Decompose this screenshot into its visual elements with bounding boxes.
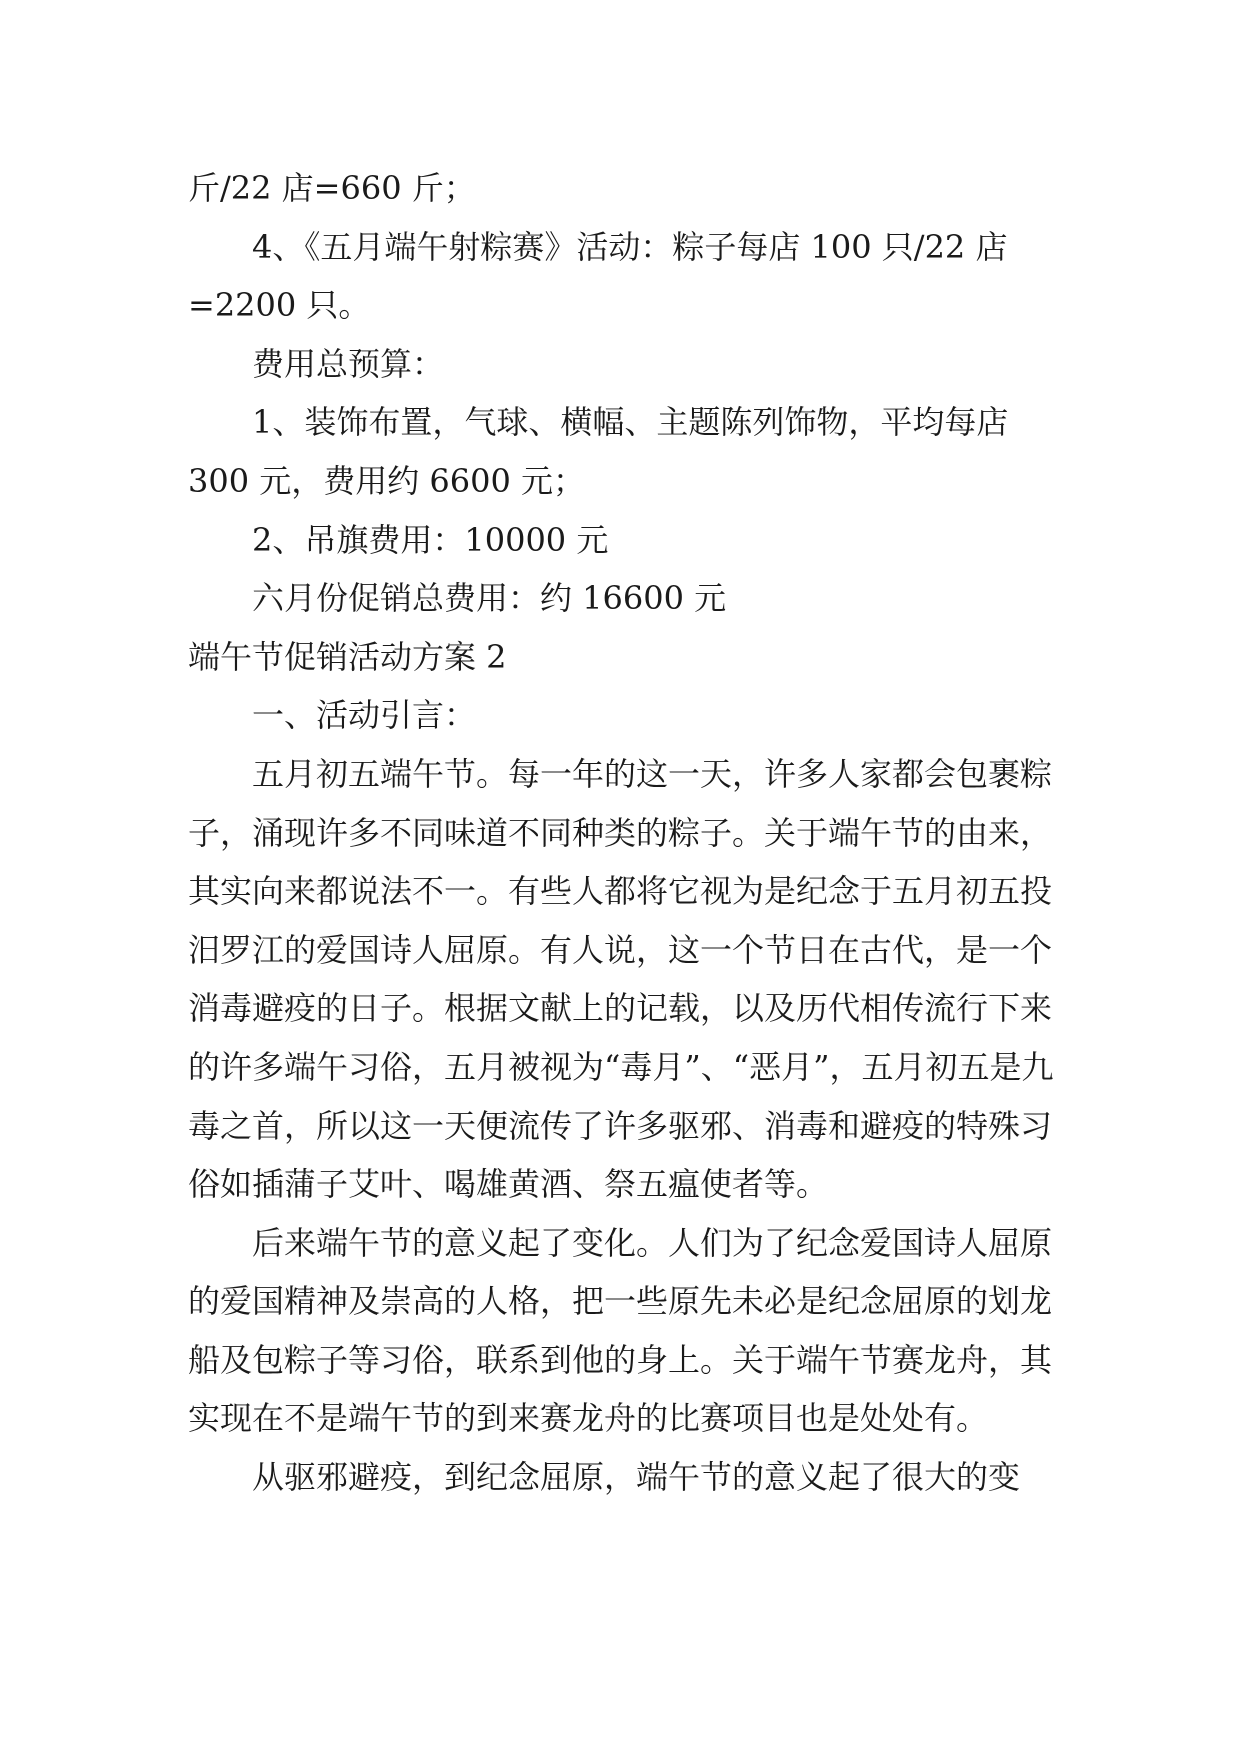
- paragraph-budget-heading: 费用总预算：: [252, 344, 445, 383]
- paragraph-total-cost: 六月份促销总费用：约 16600 元: [252, 579, 727, 618]
- paragraph-shooting-zongzi-activity: 4、《五月端午射粽赛》活动：粽子每店 100 只/22 店=2200 只。: [188, 227, 1008, 325]
- section-title: 端午节促销活动方案 2: [188, 637, 507, 676]
- paragraph-from-exorcism: 从驱邪避疫，到纪念屈原，端午节的意义起了很大的变: [252, 1458, 1021, 1497]
- paragraph-banner-cost: 2、吊旗费用：10000 元: [252, 520, 609, 559]
- paragraph-meaning-change: 后来端午节的意义起了变化。人们为了纪念爱国诗人屈原的爱国精神及崇高的人格，把一些原先未必是纪念屈原的划龙船及包粽子等习俗，联系到他的身上。关于端午节赛龙舟，其实现在不是端午节的到来赛龙舟的比赛项目也是处处有。: [188, 1223, 1053, 1438]
- paragraph-decoration-cost: 1、装饰布置，气球、横幅、主题陈列饰物，平均每店 300 元，费用约 6600 元；: [188, 403, 1009, 500]
- paragraph-origin: 五月初五端午节。每一年的这一天，许多人家都会包裹粽子，涌现许多不同味道不同种类的粽子。关于端午节的由来，其实向来都说法不一。有些人都将它视为是纪念于五月初五投汨罗江的爱国诗人屈原。有人说，这一个节日在古代，是一个消毒避疫的日子。根据文献上的记载，以及历代相传流行下来的许多端午习俗，五月被视为“毒月”、“恶月”，五月初五是九毒之首，所以这一天便流传了许多驱邪、消毒和避疫的特殊习俗如插蒲子艾叶、喝雄黄酒、祭五瘟使者等。: [188, 754, 1054, 1204]
- document-page: [188, 159, 1058, 1507]
- paragraph-continuation: 斤/22 店=660 斤；: [188, 169, 476, 207]
- paragraph-intro-heading: 一、活动引言：: [252, 696, 477, 735]
